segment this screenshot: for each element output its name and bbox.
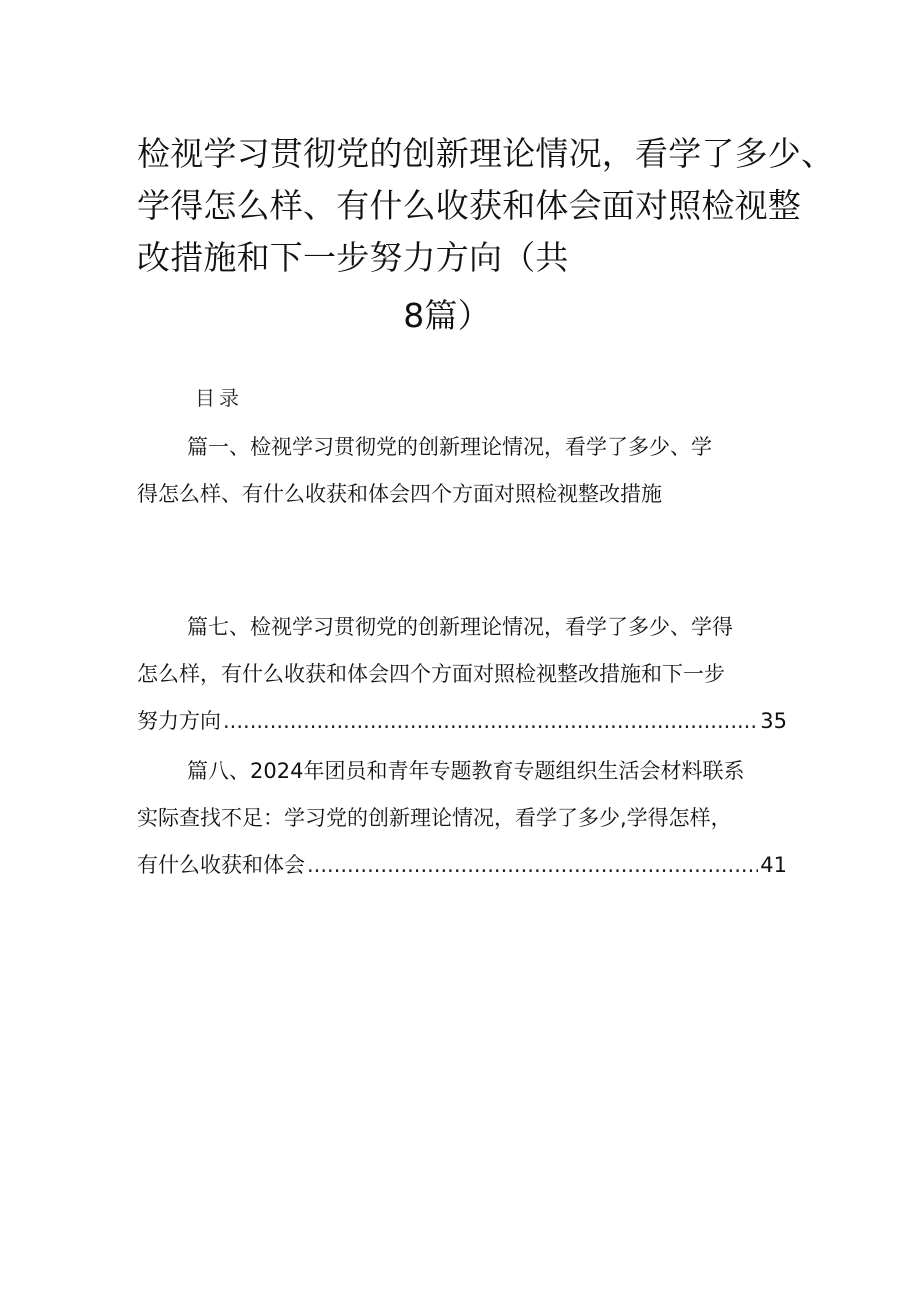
toc-entry-1[interactable] (137, 424, 787, 518)
toc-entry-line: 实际查找不足：学习党的创新理论情况，看学了多少,学得怎样， (137, 806, 732, 830)
toc-entry-line: 篇一、检视学习贯彻党的创新理论情况，看学了多少、学 (187, 435, 712, 459)
toc-entry-8[interactable] (137, 748, 787, 889)
title-line-3: 改措施和下一步努力方向（共 (137, 238, 569, 277)
toc-heading: 目录 (195, 386, 243, 410)
title-line-2: 学得怎么样、有什么收获和体会面对照检视整 (137, 186, 801, 225)
title-line-4: 8篇） (403, 296, 491, 335)
dot-leader (307, 842, 758, 889)
toc-entry-line: 篇八、2024年团员和青年专题教育专题组织生活会材料联系 (187, 759, 745, 783)
document-title (137, 128, 835, 342)
toc-entry-line: 怎么样，有什么收获和体会四个方面对照检视整改措施和下一步 (137, 662, 725, 686)
page-number: 41 (760, 853, 787, 877)
toc-entry-line: 努力方向 (137, 709, 221, 733)
toc-entry-7[interactable] (137, 604, 787, 745)
toc-entry-line: 有什么收获和体会 (137, 853, 305, 877)
page-number: 35 (760, 709, 787, 733)
toc-entry-line: 篇七、检视学习贯彻党的创新理论情况，看学了多少、学得 (187, 615, 733, 639)
toc-entry-last-line (137, 842, 787, 889)
title-line-1: 检视学习贯彻党的创新理论情况，看学了多少、 (137, 134, 835, 173)
toc-entry-last-line (137, 698, 787, 745)
dot-leader (223, 698, 758, 745)
toc-entry-line: 得怎么样、有什么收获和体会四个方面对照检视整改措施 (137, 482, 662, 506)
